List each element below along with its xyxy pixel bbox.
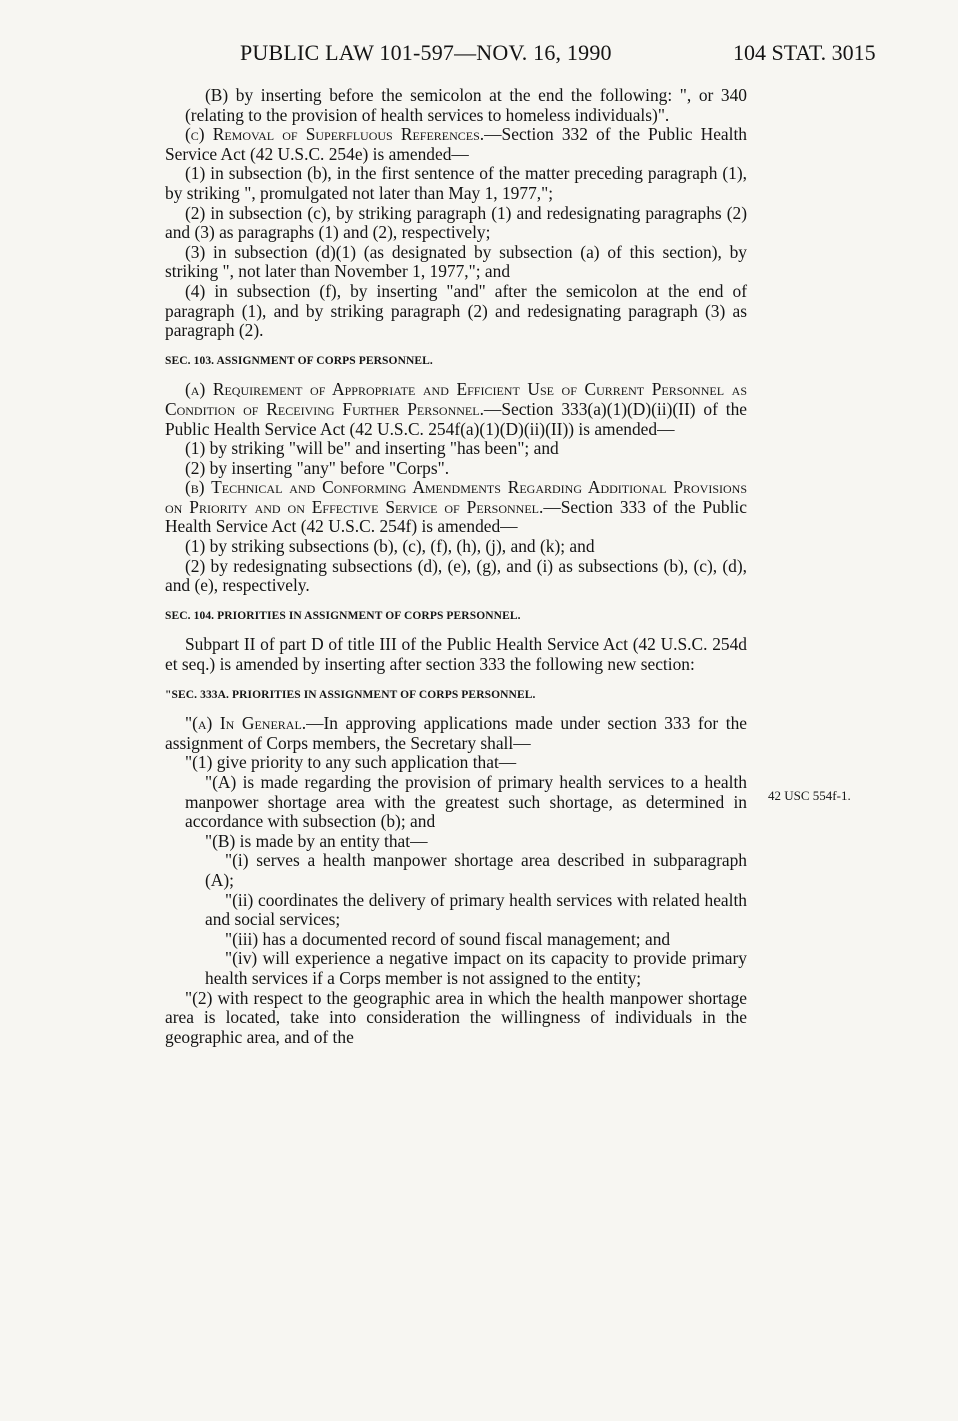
running-head-title: PUBLIC LAW 101-597—NOV. 16, 1990 — [240, 40, 612, 65]
paragraph-text: (1) by striking subsections (b), (c), (f), (h), (j), and (k); and — [185, 536, 595, 557]
paragraph-text: Subpart II of part D of title III of the Public Health Service Act (42 U.S.C. 254d et seq.) is amended by inserting after section 333 the following new section: — [165, 634, 747, 675]
paragraph-text: (1) by striking "will be" and inserting "has been"; and — [185, 438, 559, 459]
paragraph — [165, 891, 747, 930]
paragraph-text: "(iv) will experience a negative impact on its capacity to provide primary health services if a Corps member is not assigned to the entity; — [205, 948, 747, 988]
paragraph — [165, 439, 747, 459]
paragraph — [165, 459, 747, 479]
paragraph — [165, 164, 747, 203]
section-heading — [165, 352, 747, 372]
subsection-caption: (c) Removal of Superfluous References. — [185, 124, 485, 145]
paragraph-text: "(iii) has a documented record of sound fiscal management; and — [225, 928, 671, 949]
paragraph — [165, 635, 747, 674]
paragraph — [165, 714, 747, 753]
paragraph — [165, 125, 747, 164]
paragraph — [165, 851, 747, 890]
section-heading — [165, 686, 747, 706]
margin-citation: 42 USC 554f-1. — [768, 788, 851, 803]
paragraph-text: —Section 333(a)(1)(D)(ii)(II) of the Public Health Service Act (42 U.S.C. 254f(a)(1)(D)(ii)(II)) is amended— — [165, 398, 748, 439]
paragraph-text: (3) in subsection (d)(1) (as designated by subsection (a) of this section), by striking ", not later than November 1, 1977,"; and — [165, 241, 747, 282]
paragraph — [165, 989, 747, 1048]
paragraph — [165, 949, 747, 988]
paragraph-text: (2) by redesignating subsections (d), (e), (g), and (i) as subsections (b), (c), (d), and (e), respectively. — [165, 555, 747, 596]
paragraph-text: "(B) is made by an entity that— — [205, 830, 428, 851]
paragraph-text: (1) in subsection (b), in the first sentence of the matter preceding paragraph (1), by striking ", promulgated not later than May 1, 1977,"; — [165, 163, 747, 203]
paragraph — [165, 204, 747, 243]
paragraph — [165, 557, 747, 596]
statute-page-number: 104 STAT. 3015 — [733, 40, 876, 65]
paragraph — [165, 773, 747, 832]
paragraph-text: —Section 333 of the Public Health Service Act (42 U.S.C. 254f) is amended— — [165, 496, 747, 537]
paragraph — [165, 930, 747, 950]
paragraph — [165, 282, 747, 341]
subsection-caption: "(a) In General. — [185, 713, 307, 734]
subsection-caption: (a) Requirement of Appropriate and Efficient Use of Current Personnel as Condition of Receiving Further Personnel. — [165, 379, 747, 419]
paragraph — [165, 86, 747, 125]
paragraph — [165, 243, 747, 282]
paragraph — [165, 832, 747, 852]
paragraph-text: —Section 332 of the Public Health Service Act (42 U.S.C. 254e) is amended— — [165, 124, 747, 164]
document-body — [165, 86, 747, 1047]
paragraph-text: (4) in subsection (f), by inserting "and" after the semicolon at the end of paragraph (1), and by striking paragraph (2) and redesignating paragraph (3) as paragraph (2). — [165, 280, 747, 341]
paragraph-text: "(i) serves a health manpower shortage area described in subparagraph (A); — [205, 850, 747, 890]
paragraph-text: (B) by inserting before the semicolon at the end the following: ", or 340 (relating to the provision of health services to homeless individuals)". — [185, 85, 747, 125]
paragraph — [165, 537, 747, 557]
paragraph-text: (2) in subsection (c), by striking paragraph (1) and redesignating paragraphs (2) and (3) as paragraphs (1) and (2), respectively; — [165, 202, 747, 243]
paragraph-text: SEC. 104. PRIORITIES IN ASSIGNMENT OF CORPS PERSONNEL. — [165, 609, 521, 622]
paragraph-text: (2) by inserting "any" before "Corps". — [185, 457, 450, 478]
paragraph-text: SEC. 103. ASSIGNMENT OF CORPS PERSONNEL. — [165, 354, 433, 367]
paragraph-text: "(A) is made regarding the provision of primary health services to a health manpower shortage area with the greatest such shortage, as determined in accordance with subsection (b); and — [185, 772, 747, 832]
paragraph — [165, 753, 747, 773]
paragraph-text: "SEC. 333A. PRIORITIES IN ASSIGNMENT OF CORPS PERSONNEL. — [165, 688, 536, 701]
paragraph — [165, 380, 747, 439]
subsection-caption: (b) Technical and Conforming Amendments Regarding Additional Provisions on Priority and on Effective Service of Personnel. — [165, 477, 747, 517]
page-header — [0, 40, 958, 70]
paragraph-text: —In approving applications made under section 333 for the assignment of Corps members, the Secretary shall— — [165, 713, 747, 753]
paragraph — [165, 478, 747, 537]
paragraph-text: "(1) give priority to any such application that— — [185, 752, 517, 773]
paragraph-text: "(2) with respect to the geographic area in which the health manpower shortage area is located, take into consideration the willingness of individuals in the geographic area, and of the — [165, 987, 747, 1047]
section-heading — [165, 607, 747, 627]
paragraph-text: "(ii) coordinates the delivery of primary health services with related health and social services; — [205, 889, 747, 930]
